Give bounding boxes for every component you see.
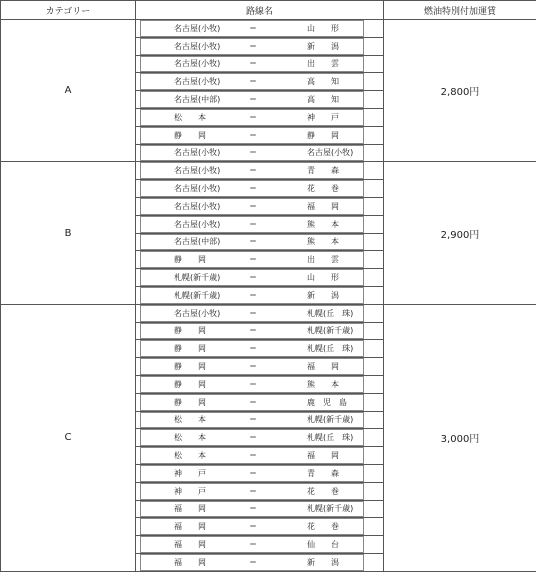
route-destination: 新 潟 bbox=[307, 290, 339, 300]
route-origin: 福 岡 bbox=[174, 522, 206, 532]
route-separator: ＝ bbox=[249, 184, 257, 194]
route-cell bbox=[136, 180, 384, 198]
route-box bbox=[140, 234, 364, 251]
route-origin: 松 本 bbox=[174, 451, 206, 461]
route-separator: ＝ bbox=[249, 433, 257, 443]
route-cell bbox=[136, 162, 384, 180]
route-origin: 名古屋(小牧) bbox=[174, 41, 221, 51]
route-cell bbox=[136, 108, 384, 126]
category-cell: A bbox=[1, 20, 136, 162]
route-box bbox=[140, 340, 364, 357]
route-separator: ＝ bbox=[249, 255, 257, 265]
route-separator: ＝ bbox=[249, 486, 257, 496]
route-cell bbox=[136, 55, 384, 73]
route-destination: 新 潟 bbox=[307, 41, 339, 51]
route-origin: 名古屋(小牧) bbox=[174, 184, 221, 194]
route-cell bbox=[136, 233, 384, 251]
route-separator: ＝ bbox=[249, 219, 257, 229]
route-origin: 神 戸 bbox=[174, 486, 206, 496]
route-cell bbox=[136, 73, 384, 91]
route-destination: 出 雲 bbox=[307, 59, 339, 69]
route-destination: 熊 本 bbox=[307, 219, 339, 229]
route-separator: ＝ bbox=[249, 112, 257, 122]
route-separator: ＝ bbox=[249, 273, 257, 283]
route-cell bbox=[136, 91, 384, 109]
route-cell bbox=[136, 393, 384, 411]
route-cell bbox=[136, 37, 384, 55]
route-box bbox=[140, 554, 364, 571]
route-cell bbox=[136, 322, 384, 340]
route-cell bbox=[136, 411, 384, 429]
route-origin: 名古屋(小牧) bbox=[174, 308, 221, 318]
route-separator: ＝ bbox=[249, 362, 257, 372]
route-separator: ＝ bbox=[249, 166, 257, 176]
route-cell bbox=[136, 482, 384, 500]
route-destination: 熊 本 bbox=[307, 379, 339, 389]
route-box bbox=[140, 73, 364, 90]
route-destination: 福 岡 bbox=[307, 451, 339, 461]
route-origin: 名古屋(小牧) bbox=[174, 77, 221, 87]
route-origin: 福 岡 bbox=[174, 557, 206, 567]
route-destination: 札幌(丘 珠) bbox=[307, 308, 354, 318]
route-origin: 名古屋(小牧) bbox=[174, 219, 221, 229]
table-row bbox=[1, 304, 536, 322]
route-box bbox=[140, 56, 364, 73]
route-separator: ＝ bbox=[249, 290, 257, 300]
route-destination: 神 戸 bbox=[307, 112, 339, 122]
route-cell bbox=[136, 375, 384, 393]
route-separator: ＝ bbox=[249, 148, 257, 158]
route-destination: 札幌(丘 珠) bbox=[307, 344, 354, 354]
header-surcharge: 燃油特別付加運賃 bbox=[384, 1, 536, 20]
route-cell bbox=[136, 144, 384, 162]
route-separator: ＝ bbox=[249, 415, 257, 425]
route-box bbox=[140, 518, 364, 535]
route-box bbox=[140, 20, 364, 37]
route-origin: 静 岡 bbox=[174, 379, 206, 389]
route-cell bbox=[136, 518, 384, 536]
route-separator: ＝ bbox=[249, 326, 257, 336]
header-row bbox=[1, 1, 536, 20]
route-separator: ＝ bbox=[249, 557, 257, 567]
route-destination: 青 森 bbox=[307, 468, 339, 478]
route-separator: ＝ bbox=[249, 540, 257, 549]
route-box bbox=[140, 127, 364, 144]
route-origin: 名古屋(小牧) bbox=[174, 201, 221, 211]
route-origin: 松 本 bbox=[174, 433, 206, 443]
route-origin: 松 本 bbox=[174, 415, 206, 425]
category-cell: B bbox=[1, 162, 136, 304]
route-origin: 札幌(新千歳) bbox=[174, 290, 221, 300]
route-origin: 名古屋(中部) bbox=[174, 237, 221, 247]
route-cell bbox=[136, 500, 384, 518]
route-origin: 静 岡 bbox=[174, 362, 206, 372]
route-box bbox=[140, 109, 364, 126]
header-route: 路線名 bbox=[136, 1, 384, 20]
route-cell bbox=[136, 20, 384, 38]
route-box bbox=[140, 216, 364, 233]
price-cell: 2,800円 bbox=[384, 20, 536, 162]
route-separator: ＝ bbox=[249, 59, 257, 69]
route-box bbox=[140, 501, 364, 518]
route-origin: 静 岡 bbox=[174, 397, 206, 407]
route-origin: 静 岡 bbox=[174, 255, 206, 265]
route-destination: 札幌(丘 珠) bbox=[307, 433, 354, 443]
fare-body bbox=[1, 20, 536, 572]
route-box bbox=[140, 429, 364, 446]
route-separator: ＝ bbox=[249, 522, 257, 532]
price-cell: 3,000円 bbox=[384, 304, 536, 571]
route-box bbox=[140, 376, 364, 393]
route-separator: ＝ bbox=[249, 237, 257, 247]
route-origin: 札幌(新千歳) bbox=[174, 273, 221, 283]
route-origin: 松 本 bbox=[174, 112, 206, 122]
route-destination: 花 巻 bbox=[307, 184, 339, 194]
route-separator: ＝ bbox=[249, 130, 257, 140]
route-destination: 静 岡 bbox=[307, 130, 339, 140]
route-destination: 花 巻 bbox=[307, 486, 339, 496]
route-origin: 神 戸 bbox=[174, 468, 206, 478]
route-cell bbox=[136, 197, 384, 215]
route-origin: 福 岡 bbox=[174, 504, 206, 514]
route-destination: 名古屋(小牧) bbox=[307, 148, 354, 158]
route-separator: ＝ bbox=[249, 77, 257, 87]
route-origin: 名古屋(小牧) bbox=[174, 148, 221, 158]
route-cell bbox=[136, 269, 384, 287]
route-destination: 山 形 bbox=[307, 23, 339, 33]
route-separator: ＝ bbox=[249, 504, 257, 514]
route-cell bbox=[136, 429, 384, 447]
route-box bbox=[140, 198, 364, 215]
route-separator: ＝ bbox=[249, 41, 257, 51]
route-cell bbox=[136, 340, 384, 358]
route-cell bbox=[136, 447, 384, 465]
route-destination: 青 森 bbox=[307, 166, 339, 176]
route-destination: 福 岡 bbox=[307, 201, 339, 211]
route-box bbox=[140, 180, 364, 197]
route-separator: ＝ bbox=[249, 451, 257, 461]
route-destination: 高 知 bbox=[307, 77, 339, 87]
route-box bbox=[140, 287, 364, 304]
route-separator: ＝ bbox=[249, 308, 257, 318]
route-origin: 名古屋(小牧) bbox=[174, 59, 221, 69]
route-cell bbox=[136, 286, 384, 304]
route-box bbox=[140, 394, 364, 411]
route-cell bbox=[136, 251, 384, 269]
route-destination: 札幌(新千歳) bbox=[307, 326, 354, 336]
category-cell: C bbox=[1, 304, 136, 571]
route-box bbox=[140, 251, 364, 268]
route-origin: 福 岡 bbox=[174, 540, 206, 549]
route-destination: 熊 本 bbox=[307, 237, 339, 247]
route-destination: 札幌(新千歳) bbox=[307, 504, 354, 514]
route-destination: 福 岡 bbox=[307, 362, 339, 372]
route-box bbox=[140, 483, 364, 500]
route-box bbox=[140, 358, 364, 375]
route-separator: ＝ bbox=[249, 23, 257, 33]
route-origin: 静 岡 bbox=[174, 344, 206, 354]
route-destination: 山 形 bbox=[307, 273, 339, 283]
route-box bbox=[140, 145, 364, 162]
route-box bbox=[140, 91, 364, 108]
route-box bbox=[140, 305, 364, 322]
route-box bbox=[140, 323, 364, 340]
route-separator: ＝ bbox=[249, 397, 257, 407]
route-origin: 静 岡 bbox=[174, 130, 206, 140]
route-cell bbox=[136, 215, 384, 233]
route-box bbox=[140, 38, 364, 55]
route-cell bbox=[136, 553, 384, 571]
route-destination: 札幌(新千歳) bbox=[307, 415, 354, 425]
route-origin: 名古屋(小牧) bbox=[174, 23, 221, 33]
route-separator: ＝ bbox=[249, 95, 257, 105]
route-cell bbox=[136, 126, 384, 144]
route-destination: 花 巻 bbox=[307, 522, 339, 532]
header-category: カテゴリー bbox=[1, 1, 136, 20]
route-separator: ＝ bbox=[249, 379, 257, 389]
route-box bbox=[140, 465, 364, 482]
route-box bbox=[140, 412, 364, 429]
route-cell bbox=[136, 464, 384, 482]
table-row bbox=[1, 20, 536, 38]
route-destination: 鹿 児 島 bbox=[307, 397, 347, 407]
route-origin: 名古屋(中部) bbox=[174, 95, 221, 105]
table-row bbox=[1, 162, 536, 180]
route-box bbox=[140, 536, 364, 553]
route-separator: ＝ bbox=[249, 344, 257, 354]
route-destination: 出 雲 bbox=[307, 255, 339, 265]
route-box bbox=[140, 447, 364, 464]
route-box bbox=[140, 269, 364, 286]
route-cell bbox=[136, 358, 384, 376]
route-cell bbox=[136, 304, 384, 322]
route-box bbox=[140, 162, 364, 179]
route-destination: 仙 台 bbox=[307, 540, 339, 549]
route-separator: ＝ bbox=[249, 468, 257, 478]
route-origin: 静 岡 bbox=[174, 326, 206, 336]
route-destination: 新 潟 bbox=[307, 557, 339, 567]
route-cell bbox=[136, 536, 384, 554]
route-destination: 高 知 bbox=[307, 95, 339, 105]
route-separator: ＝ bbox=[249, 201, 257, 211]
route-origin: 名古屋(小牧) bbox=[174, 166, 221, 176]
price-cell: 2,900円 bbox=[384, 162, 536, 304]
